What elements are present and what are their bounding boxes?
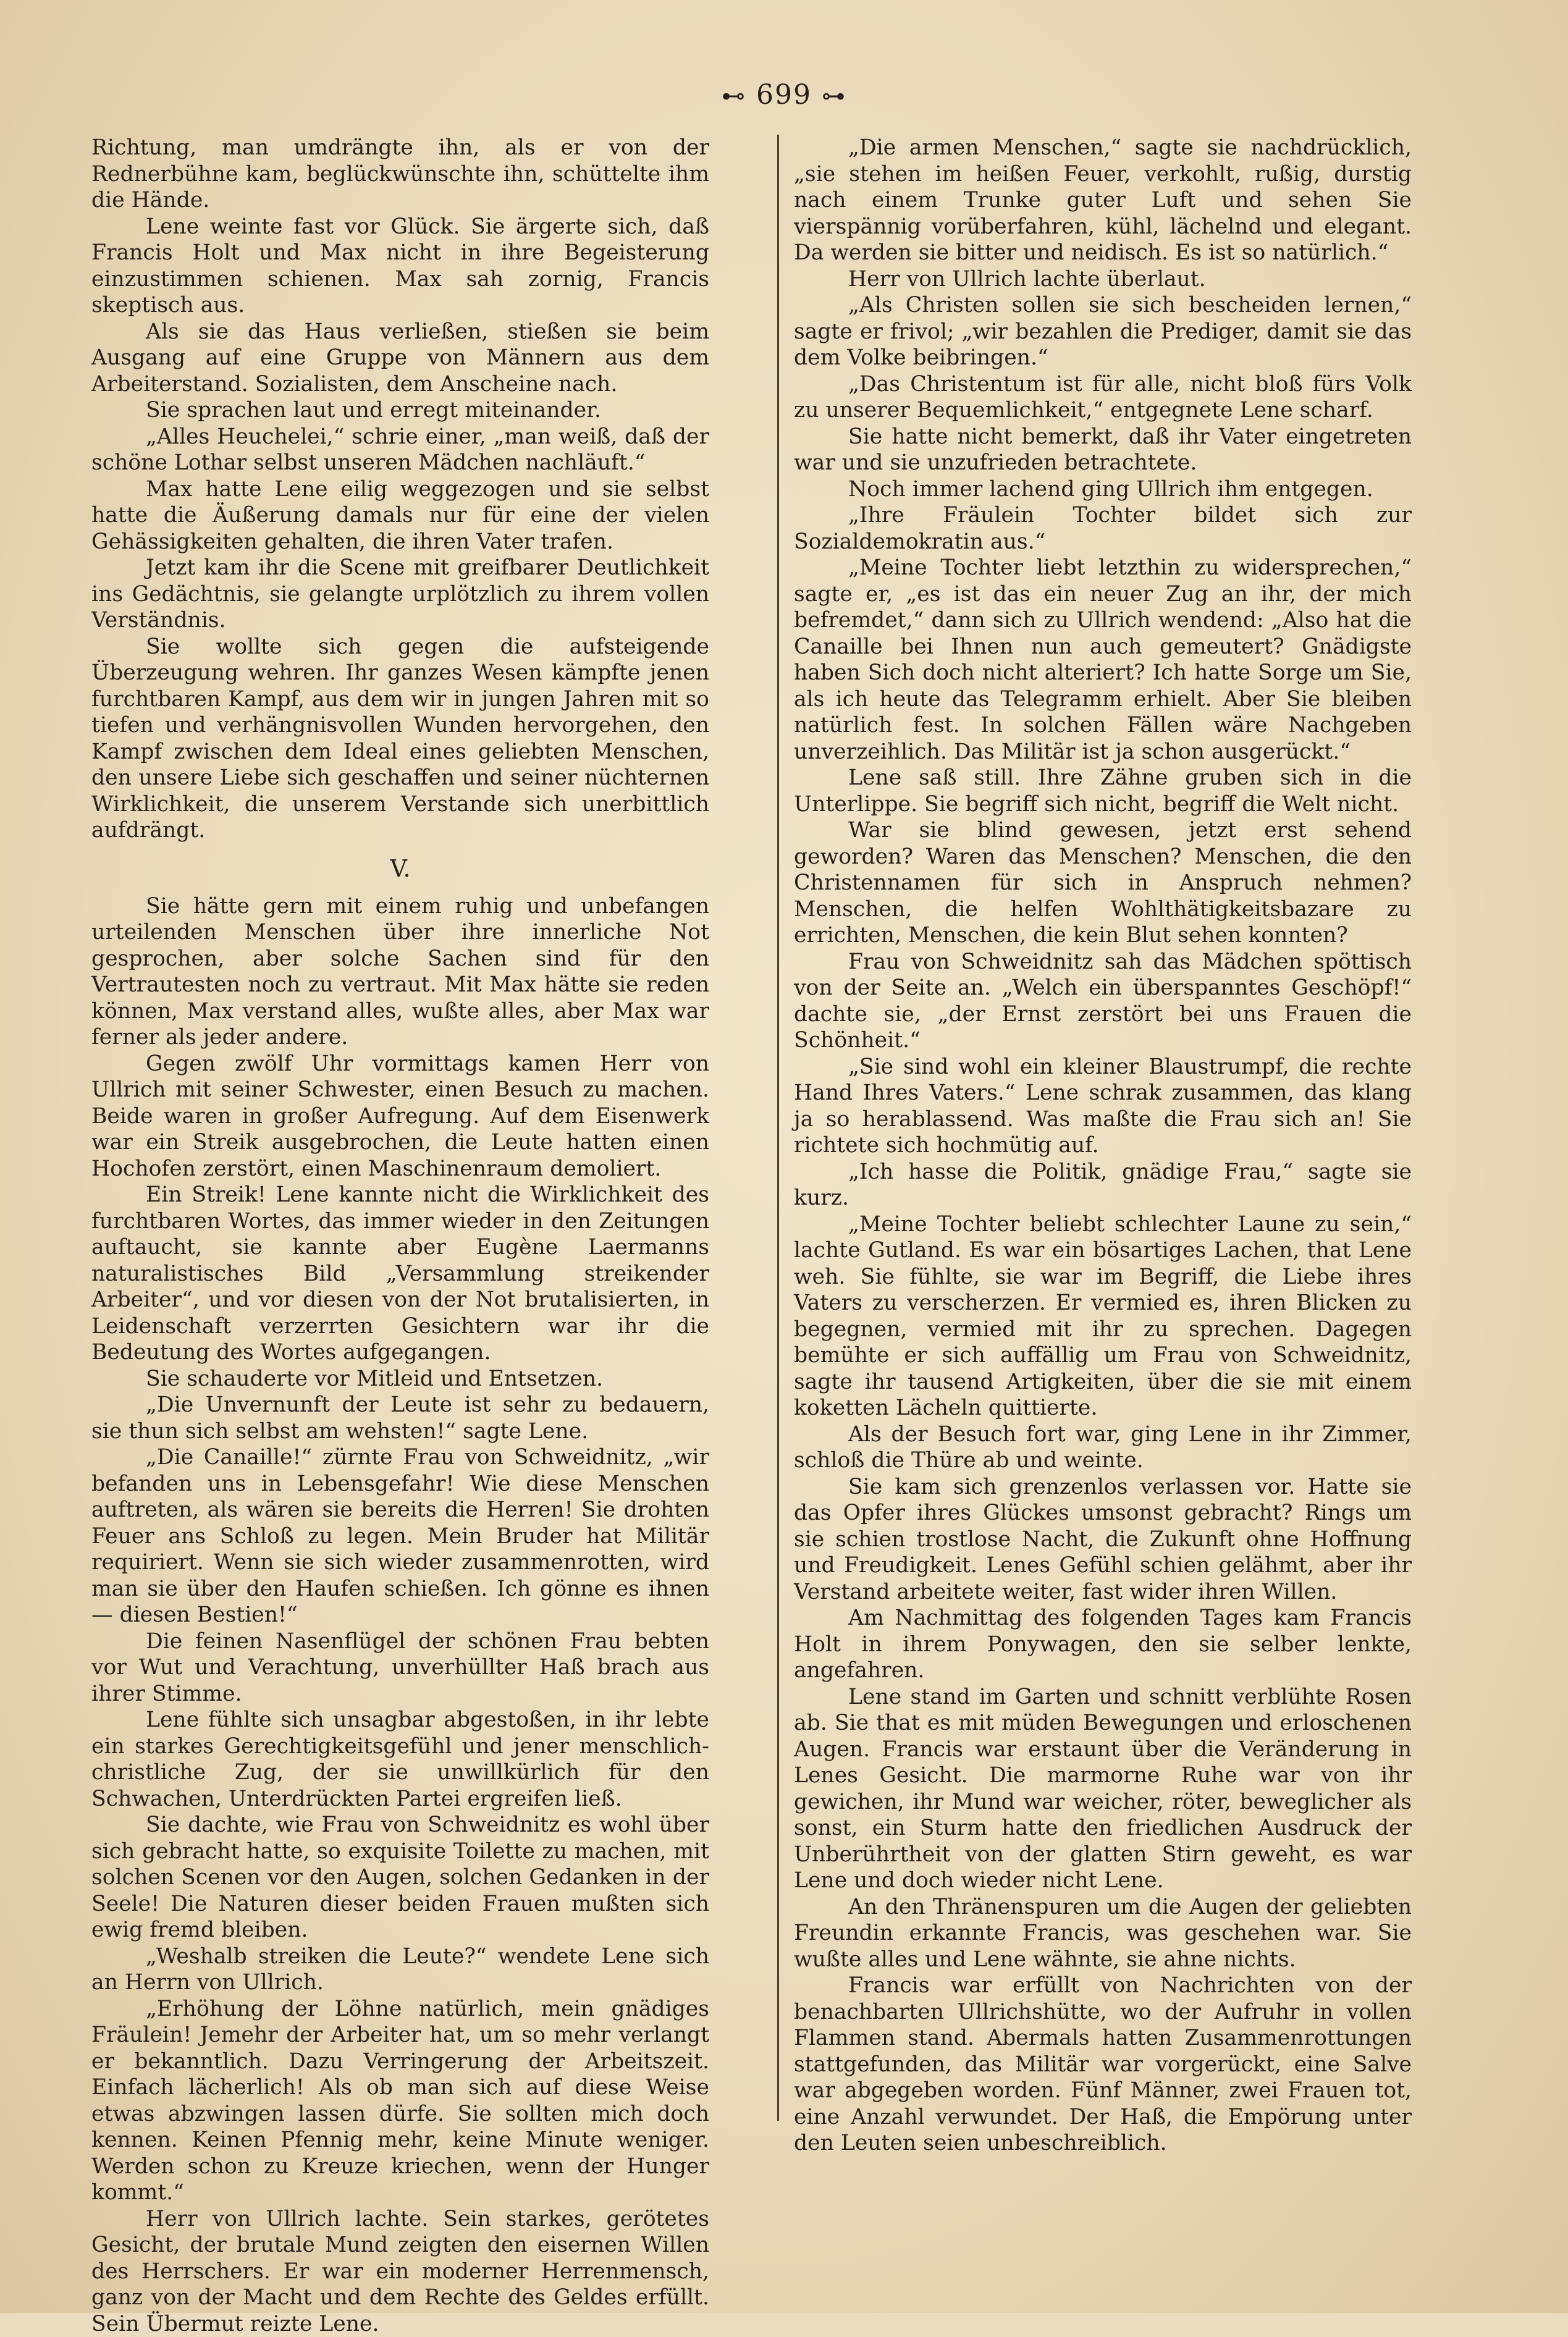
paragraph: „Ihre Fräulein Tochter bildet sich zur Sozialdemokratin aus.“ [794, 502, 1412, 555]
paragraph: „Das Christentum ist für alle, nicht bloß fürs Volk zu unserer Bequemlichkeit,“ entgegnete Lene scharf. [794, 371, 1412, 424]
paragraph: Herr von Ullrich lachte. Sein starkes, gerötetes Gesicht, der brutale Mund zeigten den eisernen Willen des Herrschers. Er war ein moderner Herrenmensch, ganz von der Macht und dem Rechte des Geldes erfüllt. Sein Übermut reizte Lene. [91, 2206, 709, 2337]
paragraph: An den Thränenspuren um die Augen der geliebten Freundin erkannte Francis, was geschehen war. Sie wußte alles und Lene wähnte, sie ahne nichts. [794, 1894, 1412, 1973]
paragraph: Lene fühlte sich unsagbar abgestoßen, in ihr lebte ein starkes Gerechtigkeitsgefühl und jener menschlich-christliche Zug, der sie unwillkürlich für den Schwachen, Unterdrückten Partei ergreifen ließ. [91, 1707, 709, 1812]
paragraph: „Die armen Menschen,“ sagte sie nachdrücklich, „sie stehen im heißen Feuer, verkohlt, rußig, durstig nach einem Trunke guter Luft und sehen Sie vierspännig vorüberfahren, kühl, lächelnd und elegant. Da werden sie bitter und neidisch. Es ist so natürlich.“ [794, 135, 1412, 266]
paragraph: Sie hatte nicht bemerkt, daß ihr Vater eingetreten war und sie unzufrieden betrachtete. [794, 424, 1412, 476]
paragraph: „Sie sind wohl ein kleiner Blaustrumpf, die rechte Hand Ihres Vaters.“ Lene schrak zusammen, das klang ja so herablassend. Was maßte die Frau sich an! Sie richtete sich hochmütig auf. [794, 1054, 1412, 1159]
paragraph: Lene saß still. Ihre Zähne gruben sich in die Unterlippe. Sie begriff sich nicht, begriff die Welt nicht. [794, 765, 1412, 817]
left-column [91, 135, 709, 2337]
paragraph: „Die Unvernunft der Leute ist sehr zu bedauern, sie thun sich selbst am wehsten!“ sagte Lene. [91, 1392, 709, 1444]
paragraph: „Ich hasse die Politik, gnädige Frau,“ sagte sie kurz. [794, 1159, 1412, 1211]
paragraph: „Als Christen sollen sie sich bescheiden lernen,“ sagte er frivol; „wir bezahlen die Prediger, damit sie das dem Volke beibringen.“ [794, 292, 1412, 371]
paragraph: Richtung, man umdrängte ihn, als er von der Rednerbühne kam, beglückwünschte ihn, schüttelte ihm die Hände. [91, 135, 709, 214]
paragraph: Lene stand im Garten und schnitt verblühte Rosen ab. Sie that es mit müden Bewegungen und erloschenen Augen. Francis war erstaunt über die Veränderung in Lenes Gesicht. Die marmorne Ruhe war von ihr gewichen, ihr Mund war weicher, röter, beweglicher als sonst, ein Sturm hatte den friedlichen Ausdruck der Unberührtheit von der glatten Stirn geweht, es war Lene und doch wieder nicht Lene. [794, 1684, 1412, 1894]
paragraph: Max hatte Lene eilig weggezogen und sie selbst hatte die Äußerung damals nur für eine der vielen Gehässigkeiten gehalten, die ihren Vater trafen. [91, 476, 709, 555]
paragraph: Sie dachte, wie Frau von Schweidnitz es wohl über sich gebracht hatte, so exquisite Toilette zu machen, mit solchen Scenen vor den Augen, solchen Gedanken in der Seele! Die Naturen dieser beiden Frauen mußten sich ewig fremd bleiben. [91, 1812, 709, 1943]
paragraph: Die feinen Nasenflügel der schönen Frau bebten vor Wut und Verachtung, unverhüllter Haß brach aus ihrer Stimme. [91, 1628, 709, 1707]
paragraph: „Die Canaille!“ zürnte Frau von Schweidnitz, „wir befanden uns in Lebensgefahr! Wie diese Menschen auftreten, als wären sie bereits die Herren! Sie drohten Feuer ans Schloß zu legen. Mein Bruder hat Militär requiriert. Wenn sie sich wieder zusammenrotten, wird man sie über den Haufen schießen. Ich gönne es ihnen — diesen Bestien!“ [91, 1444, 709, 1628]
paragraph: „Weshalb streiken die Leute?“ wendete Lene sich an Herrn von Ullrich. [91, 1943, 709, 1996]
paragraph: Lene weinte fast vor Glück. Sie ärgerte sich, daß Francis Holt und Max nicht in ihre Begeisterung einzustimmen schienen. Max sah zornig, Francis skeptisch aus. [91, 214, 709, 319]
page-number: 699 [756, 79, 812, 111]
right-column [794, 135, 1412, 2157]
paragraph: Frau von Schweidnitz sah das Mädchen spöttisch von der Seite an. „Welch ein überspanntes Geschöpf!“ dachte sie, „der Ernst zerstört bei uns Frauen die Schönheit.“ [794, 949, 1412, 1054]
paragraph: Noch immer lachend ging Ullrich ihm entgegen. [794, 476, 1412, 503]
paragraph: War sie blind gewesen, jetzt erst sehend geworden? Waren das Menschen? Menschen, die den Christennamen für sich in Anspruch nehmen? Menschen, die helfen Wohlthätigkeitsbazare zu errichten, Menschen, die kein Blut sehen konnten? [794, 817, 1412, 949]
paragraph: Sie schauderte vor Mitleid und Entsetzen. [91, 1366, 709, 1392]
right-ornament: ⊶ [822, 82, 846, 109]
paragraph: Gegen zwölf Uhr vormittags kamen Herr von Ullrich mit seiner Schwester, einen Besuch zu machen. Beide waren in großer Aufregung. Auf dem Eisenwerk war ein Streik ausgebrochen, die Leute hatten einen Hochofen zerstört, einen Maschinenraum demoliert. [91, 1051, 709, 1182]
paragraph: Ein Streik! Lene kannte nicht die Wirklichkeit des furchtbaren Wortes, das immer wieder in den Zeitungen auftaucht, sie kannte aber Eugène Laermanns naturalistisches Bild „Versammlung streikender Arbeiter“, und vor diesen von der Not brutalisierten, in Leidenschaft verzerrten Gesichtern war ihr die Bedeutung des Wortes aufgegangen. [91, 1182, 709, 1366]
paragraph: Sie wollte sich gegen die aufsteigende Überzeugung wehren. Ihr ganzes Wesen kämpfte jenen furchtbaren Kampf, aus dem wir in jungen Jahren mit so tiefen und verhängnisvollen Wunden hervorgehen, den Kampf zwischen dem Ideal eines geliebten Menschen, den unsere Liebe sich geschaffen und seiner nüchternen Wirklichkeit, die unserem Verstande sich unerbittlich aufdrängt. [91, 634, 709, 844]
paragraph: Jetzt kam ihr die Scene mit greifbarer Deutlichkeit ins Gedächtnis, sie gelangte urplötzlich zu ihrem vollen Verständnis. [91, 555, 709, 634]
paragraph: Francis war erfüllt von Nachrichten von der benachbarten Ullrichshütte, wo der Aufruhr in vollen Flammen stand. Abermals hatten Zusammenrottungen stattgefunden, das Militär war vorgerückt, eine Salve war abgegeben worden. Fünf Männer, zwei Frauen tot, eine Anzahl verwundet. Der Haß, die Empörung unter den Leuten seien unbeschreiblich. [794, 1973, 1412, 2157]
column-divider [777, 135, 779, 2121]
paragraph: Am Nachmittag des folgenden Tages kam Francis Holt in ihrem Ponywagen, den sie selber lenkte, angefahren. [794, 1605, 1412, 1684]
page-header [0, 79, 1568, 111]
left-ornament: ⊷ [722, 82, 746, 109]
paragraph: „Meine Tochter beliebt schlechter Laune zu sein,“ lachte Gutland. Es war ein bösartiges Lachen, that Lene weh. Sie fühlte, sie war im Begriff, die Liebe ihres Vaters zu verscherzen. Er vermied es, ihren Blicken zu begegnen, vermied mit ihr zu sprechen. Dagegen bemühte er sich auffällig um Frau von Schweidnitz, sagte ihr tausend Artigkeiten, über die sie mit einem koketten Lächeln quittierte. [794, 1211, 1412, 1421]
section-heading: V. [91, 855, 709, 882]
paragraph: Herr von Ullrich lachte überlaut. [794, 266, 1412, 293]
paragraph: Als sie das Haus verließen, stießen sie beim Ausgang auf eine Gruppe von Männern aus dem Arbeiterstand. Sozialisten, dem Anscheine nach. [91, 319, 709, 398]
paragraph: Sie sprachen laut und erregt miteinander. [91, 397, 709, 424]
paragraph: „Meine Tochter liebt letzthin zu widersprechen,“ sagte er, „es ist das ein neuer Zug an ihr, der mich befremdet,“ dann sich zu Ullrich wendend: „Also hat die Canaille bei Ihnen nun auch gemeutert? Gnädigste haben Sich doch nicht alteriert? Ich hatte Sorge um Sie, als ich heute das Telegramm erhielt. Aber Sie bleiben natürlich fest. In solchen Fällen wäre Nachgeben unverzeihlich. Das Militär ist ja schon ausgerückt.“ [794, 555, 1412, 765]
paragraph: „Erhöhung der Löhne natürlich, mein gnädiges Fräulein! Jemehr der Arbeiter hat, um so mehr verlangt er bekanntlich. Dazu Verringerung der Arbeitszeit. Einfach lächerlich! Als ob man sich auf diese Weise etwas abzwingen lassen dürfe. Sie sollten mich doch kennen. Keinen Pfennig mehr, keine Minute weniger. Werden schon zu Kreuze kriechen, wenn der Hunger kommt.“ [91, 1996, 709, 2206]
paragraph: Sie kam sich grenzenlos verlassen vor. Hatte sie das Opfer ihres Glückes umsonst gebracht? Rings um sie schien trostlose Nacht, die Zukunft ohne Hoffnung und Freudigkeit. Lenes Gefühl schien gelähmt, aber ihr Verstand arbeitete weiter, fast wider ihren Willen. [794, 1474, 1412, 1606]
paragraph: Als der Besuch fort war, ging Lene in ihr Zimmer, schloß die Thüre ab und weinte. [794, 1421, 1412, 1474]
paragraph: „Alles Heuchelei,“ schrie einer, „man weiß, daß der schöne Lothar selbst unseren Mädchen nachläuft.“ [91, 424, 709, 476]
paragraph: Sie hätte gern mit einem ruhig und unbefangen urteilenden Menschen über ihre innerliche Not gesprochen, aber solche Sachen sind für den Vertrautesten noch zu vertraut. Mit Max hätte sie reden können, Max verstand alles, wußte alles, aber Max war ferner als jeder andere. [91, 893, 709, 1051]
